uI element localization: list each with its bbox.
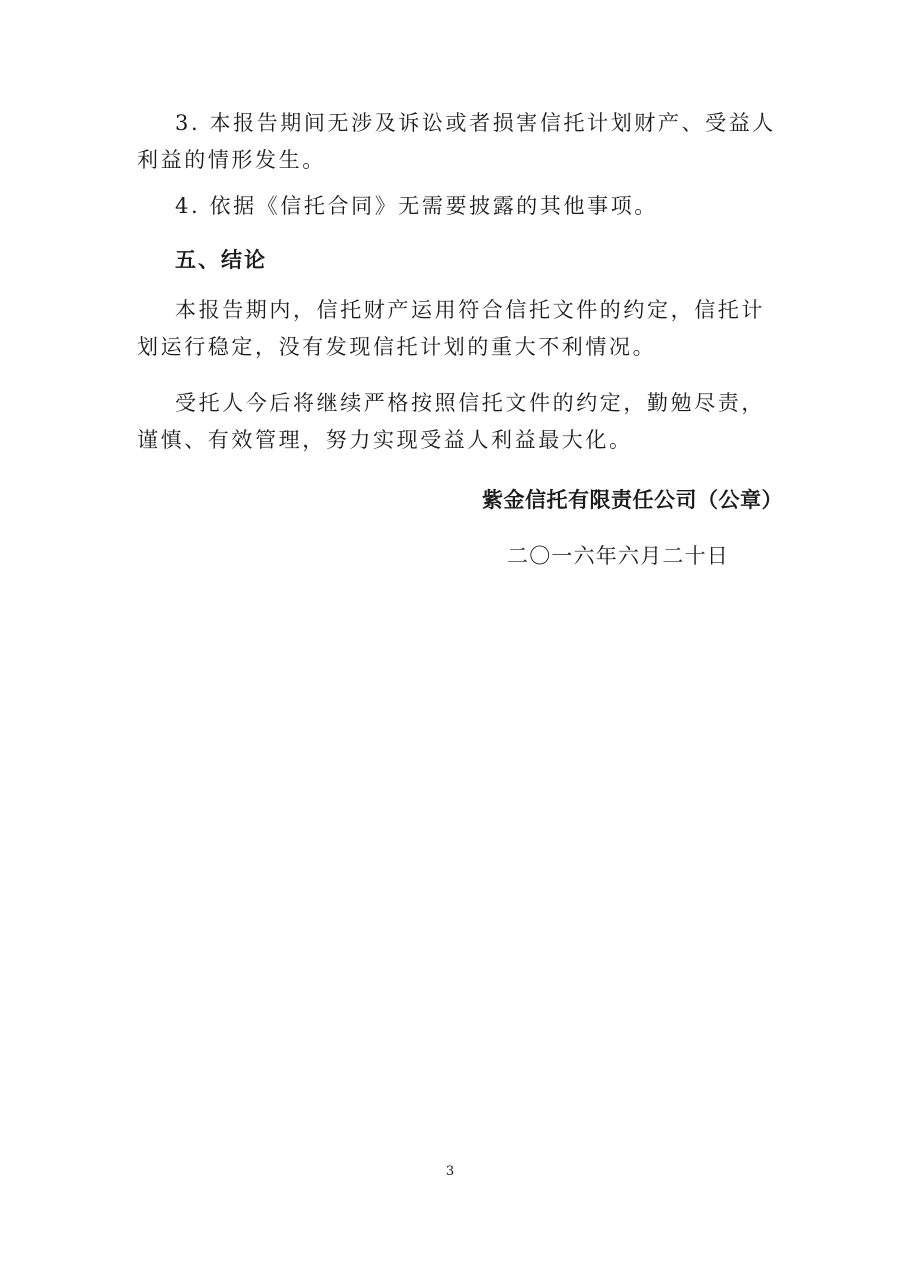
conclusion-paragraph-2: 受托人今后将继续严格按照信托文件的约定，勤勉尽责，谨慎、有效管理，努力实现受益人利益最大化。 (137, 391, 765, 452)
signature-date: 二〇一六年六月二十日 (507, 544, 729, 568)
signature-company: 紫金信托有限责任公司（公章） (482, 487, 783, 512)
page-number: 3 (445, 1164, 455, 1179)
section-heading: 五、结论 (175, 247, 267, 272)
item-3-paragraph: 3. 本报告期间无涉及诉讼或者损害信托计划财产、受益人利益的情形发生。 (137, 111, 776, 172)
item-4-paragraph: 4. 依据《信托合同》无需要披露的其他事项。 (175, 194, 658, 218)
conclusion-paragraph-1: 本报告期内，信托财产运用符合信托文件的约定，信托计划运行稳定，没有发现信托计划的重大不利情况。 (137, 298, 765, 359)
